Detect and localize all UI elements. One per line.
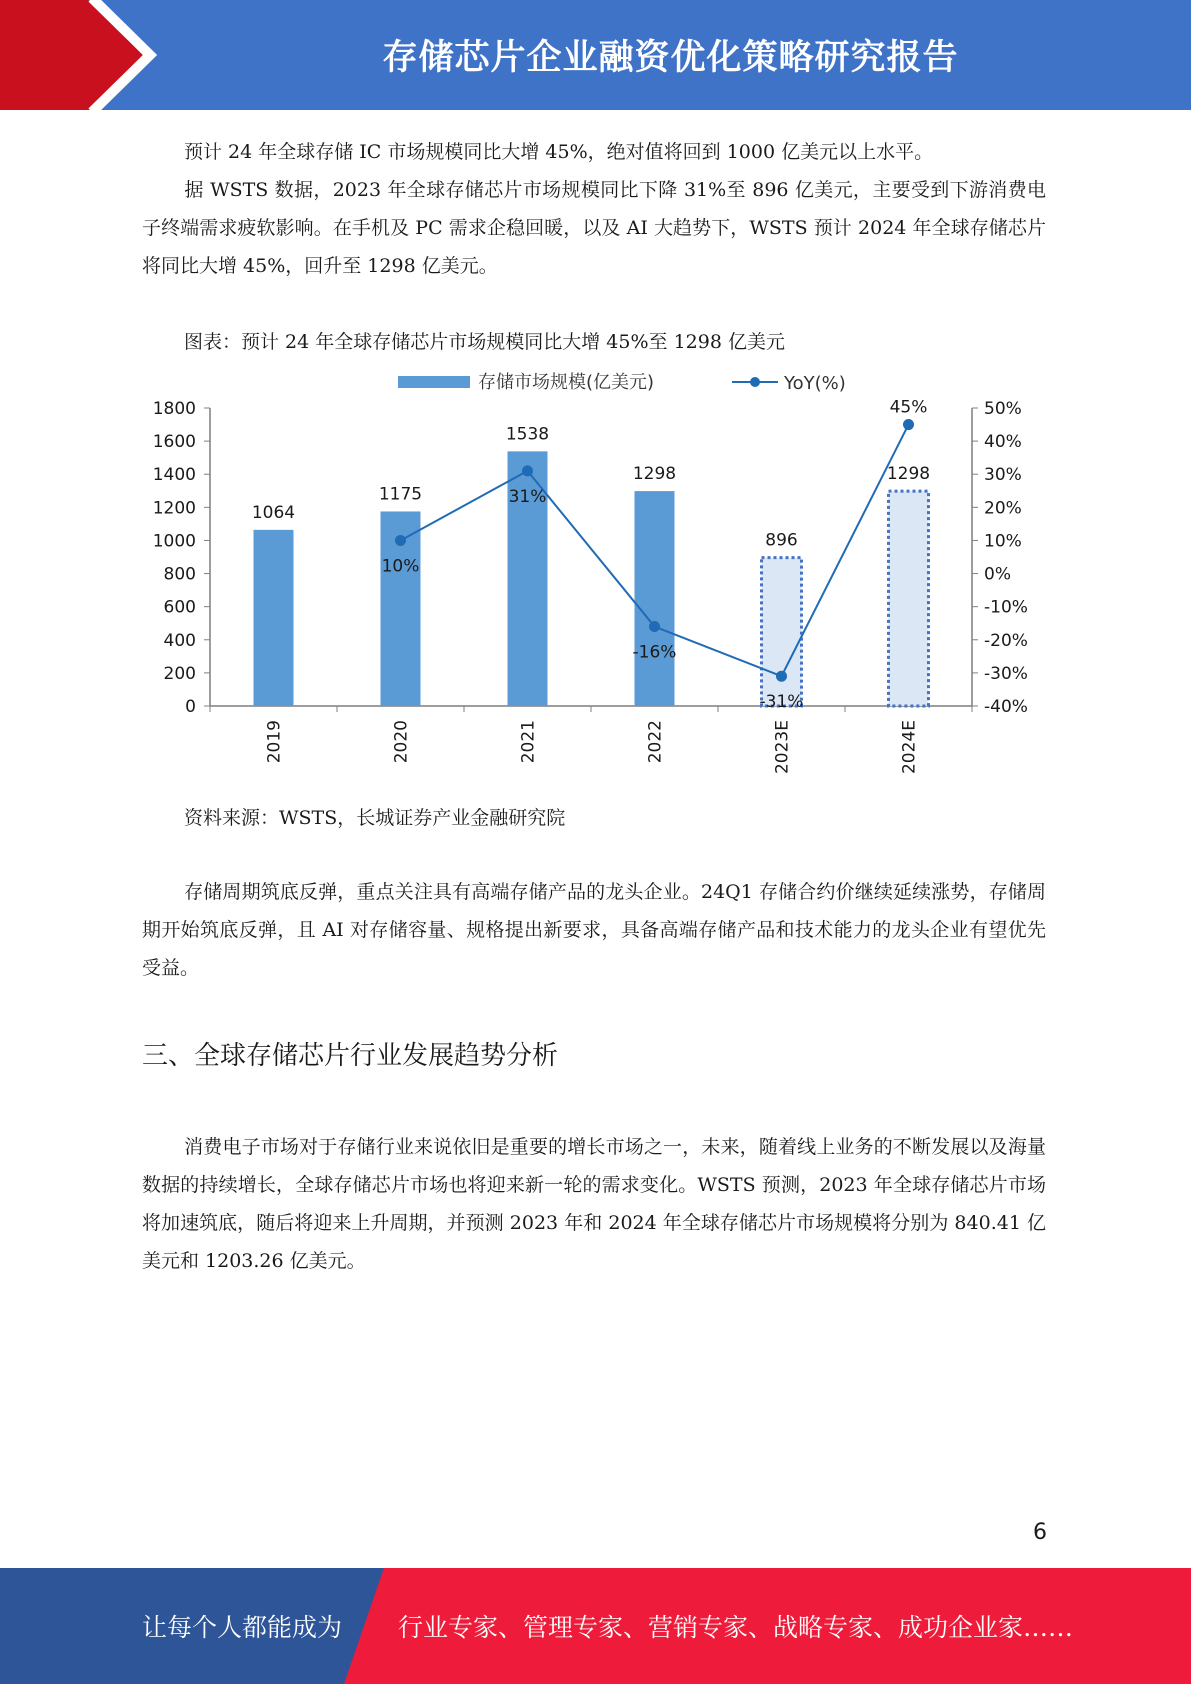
right-tick-label: 0% <box>984 564 1011 585</box>
x-tick-label: 2023E <box>772 720 793 775</box>
bar-2019 <box>254 530 294 706</box>
right-tick-label: 10% <box>984 531 1022 552</box>
left-tick-label: 600 <box>163 597 196 618</box>
right-tick-label: 30% <box>984 465 1022 486</box>
yoy-point <box>395 535 406 546</box>
paragraph-1 <box>142 133 1046 171</box>
right-tick-label: -40% <box>984 697 1028 717</box>
bar-value-label: 896 <box>765 530 798 551</box>
yoy-point <box>776 671 787 682</box>
left-tick-label: 400 <box>163 630 196 651</box>
paragraph-4 <box>142 1128 1046 1280</box>
market-size-chart <box>140 360 1050 780</box>
left-tick-label: 0 <box>185 697 196 717</box>
left-tick-label: 1600 <box>152 432 196 453</box>
yoy-value-label: 10% <box>381 556 420 577</box>
paragraph-4-text: 消费电子市场对于存储行业来说依旧是重要的增长市场之一，未来，随着线上业务的不断发展以及海量数据的持续增长，全球存储芯片市场也将迎来新一轮的需求变化。WSTS 预测，2023 年全球存储芯片市场将加速筑底，随后将迎来上升周期，并预测 2023 年和 2024 年全球存储芯片市场规模将分别为 840.41 亿美元和 1203.26 亿美元。 <box>142 1136 1046 1272</box>
x-tick-label: 2019 <box>264 720 285 764</box>
bar-value-label: 1538 <box>505 424 550 445</box>
bar-value-label: 1298 <box>886 464 931 485</box>
yoy-value-label: -16% <box>632 642 677 663</box>
legend-bar-swatch <box>398 376 470 388</box>
right-tick-label: -10% <box>984 597 1028 618</box>
left-tick-label: 1200 <box>152 498 196 519</box>
right-tick-label: 40% <box>984 432 1022 453</box>
page-number: 6 <box>1033 1520 1047 1545</box>
footer-slogan-right: 行业专家、管理专家、营销专家、战略专家、成功企业家…… <box>398 1613 1074 1642</box>
header-arrow-icon <box>0 0 160 110</box>
right-tick-label: 20% <box>984 498 1022 519</box>
right-tick-label: -20% <box>984 630 1028 651</box>
x-tick-label: 2024E <box>899 720 920 775</box>
page-header <box>0 0 1191 110</box>
right-tick-label: -30% <box>984 663 1028 684</box>
legend-line-label: YoY(%) <box>784 373 846 394</box>
bar-2024E <box>889 491 929 706</box>
bar-2023E <box>762 558 802 706</box>
yoy-point <box>903 419 914 430</box>
left-tick-label: 800 <box>163 564 196 585</box>
left-tick-label: 1000 <box>152 531 196 552</box>
bar-value-label: 1298 <box>632 464 677 485</box>
yoy-point <box>522 465 533 476</box>
figure-caption: 图表：预计 24 年全球存储芯片市场规模同比大增 45%至 1298 亿美元 <box>184 331 785 353</box>
bar-value-label: 1175 <box>378 484 423 505</box>
report-title: 存储芯片企业融资优化策略研究报告 <box>382 38 959 78</box>
yoy-value-label: 31% <box>508 486 547 507</box>
bar-2022 <box>632 491 677 706</box>
x-tick-label: 2020 <box>391 720 412 764</box>
paragraph-1-text: 预计 24 年全球存储 IC 市场规模同比大增 45%，绝对值将回到 1000 亿美元以上水平。 <box>184 141 934 163</box>
x-tick-label: 2021 <box>518 720 539 764</box>
right-tick-label: 50% <box>984 399 1022 419</box>
bar-value-label: 1064 <box>251 502 296 523</box>
legend-line-marker <box>750 377 760 387</box>
section-heading: 三、全球存储芯片行业发展趋势分析 <box>142 1041 559 1071</box>
page-footer <box>0 1568 1191 1684</box>
paragraph-2 <box>142 171 1046 285</box>
paragraph-2-text: 据 WSTS 数据，2023 年全球存储芯片市场规模同比下降 31%至 896 亿美元，主要受到下游消费电子终端需求疲软影响。在手机及 PC 需求企稳回暖，以及 AI 大趋势下，WSTS 预计 2024 年全球存储芯片将同比大增 45%，回升至 1298 亿美元。 <box>142 179 1046 277</box>
yoy-value-label: -31% <box>759 692 804 713</box>
yoy-point <box>649 621 660 632</box>
chart-legend <box>398 372 846 394</box>
figure-source: 资料来源：WSTS，长城证券产业金融研究院 <box>184 807 566 829</box>
left-tick-label: 1800 <box>152 399 196 419</box>
paragraph-3 <box>142 873 1046 987</box>
legend-bar-label: 存储市场规模(亿美元) <box>478 372 655 393</box>
x-tick-label: 2022 <box>645 720 666 764</box>
footer-slogan-left: 让每个人都能成为 <box>142 1613 343 1642</box>
paragraph-3-text: 存储周期筑底反弹，重点关注具有高端存储产品的龙头企业。24Q1 存储合约价继续延续涨势，存储周期开始筑底反弹，且 AI 对存储容量、规格提出新要求，具备高端存储产品和技术能力的龙头企业有望优先受益。 <box>142 881 1046 979</box>
yoy-value-label: 45% <box>889 397 928 418</box>
left-tick-label: 1400 <box>152 465 196 486</box>
left-tick-label: 200 <box>163 663 196 684</box>
